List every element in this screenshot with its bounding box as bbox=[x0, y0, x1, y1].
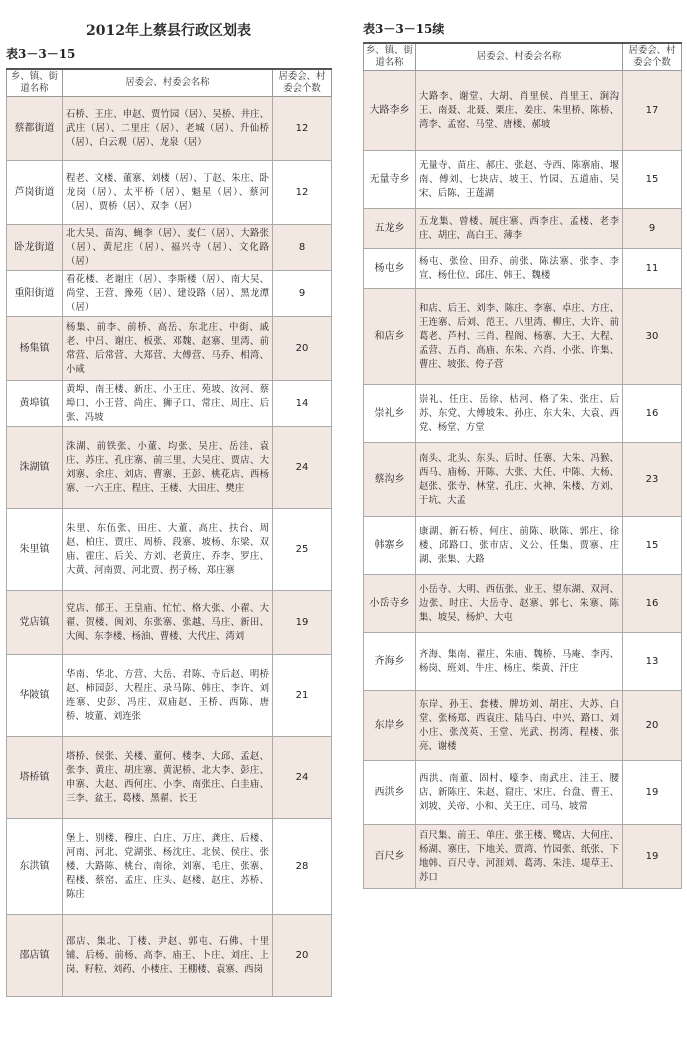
village-count: 15 bbox=[623, 151, 682, 209]
region-name: 华陂镇 bbox=[7, 655, 63, 737]
table-label-left: 表3－3－15 bbox=[6, 47, 76, 61]
table-row bbox=[364, 825, 682, 889]
village-count: 15 bbox=[623, 517, 682, 575]
village-list: 和店、后王、刘李、陈庄、李寨、卓庄、方庄、王连寨、后刘、范王、八里湾、柳庄、大许、前葛老、芦村、三肖、程阁、杨寨、大王、大程、孟营、五肖、高庙、东朱、六肖、小张、许集、曹庄、坡张、侉子营 bbox=[416, 289, 623, 385]
table-row bbox=[7, 161, 332, 225]
table-row bbox=[364, 209, 682, 249]
village-list: 邵店、集北、丁楼、尹赵、郭屯、石佛、十里铺、后杨、前杨、高李、庙王、卜庄、刘庄、上岗、籽粒、刘药、小楼庄、王棚楼、袁寨、西岗 bbox=[63, 915, 273, 997]
village-list: 杨屯、张俭、田乔、前张、陈法寨、张李、李宣、杨仕位、邱庄、韩王、魏楼 bbox=[416, 249, 623, 289]
village-list: 齐海、集南、翟庄、朱庙、魏桥、马庵、李丙、杨岗、班刘、牛庄、杨庄、柴黄、汗庄 bbox=[416, 633, 623, 691]
region-name: 卧龙街道 bbox=[7, 225, 63, 271]
table-row bbox=[364, 761, 682, 825]
village-list: 石桥、王庄、申赵、贾竹园（居）、吴桥、井庄、武庄（居）、二里庄（居）、老城（居）、升仙桥（居）、白云观（居）、龙泉（居） bbox=[63, 97, 273, 161]
region-name: 杨屯乡 bbox=[364, 249, 416, 289]
region-table-left bbox=[6, 68, 332, 997]
village-count: 17 bbox=[623, 71, 682, 151]
village-list: 黄埠、南王楼、新庄、小王庄、苑坡、汝河、蔡埠口、小王营、尚庄、狮子口、常庄、周庄、后张、冯坡 bbox=[63, 381, 273, 427]
village-count: 23 bbox=[623, 443, 682, 517]
village-count: 20 bbox=[273, 317, 332, 381]
village-list: 杨集、前李、前桥、高岳、东北庄、中街、戚老、中吕、谢庄、板张、邓魏、赵寨、里湾、前常营、后常营、大郑营、大傅营、马乔、相湾、小咸 bbox=[63, 317, 273, 381]
village-list: 党店、郁王、王皇庙、忙忙、格大张、小翟、大翟、贺楼、闽刘、东张寨、张越、马庄、新田、大闽、东李楼、杨油、曹楼、大代庄、湾刘 bbox=[63, 591, 273, 655]
region-name: 重阳街道 bbox=[7, 271, 63, 317]
table-row bbox=[7, 427, 332, 509]
village-count: 28 bbox=[273, 819, 332, 915]
region-name: 百尺乡 bbox=[364, 825, 416, 889]
region-name: 齐海乡 bbox=[364, 633, 416, 691]
table-row bbox=[7, 381, 332, 427]
region-name: 大路李乡 bbox=[364, 71, 416, 151]
village-count: 19 bbox=[623, 761, 682, 825]
region-name: 杨集镇 bbox=[7, 317, 63, 381]
region-name: 无量寺乡 bbox=[364, 151, 416, 209]
region-name: 蔡都街道 bbox=[7, 97, 63, 161]
table-row bbox=[7, 225, 332, 271]
table-row bbox=[7, 271, 332, 317]
village-count: 20 bbox=[273, 915, 332, 997]
region-name: 黄埠镇 bbox=[7, 381, 63, 427]
village-list: 五龙集、曾楼、展庄寨、西李庄、孟楼、老李庄、胡庄、高白王、薄李 bbox=[416, 209, 623, 249]
village-count: 14 bbox=[273, 381, 332, 427]
village-count: 16 bbox=[623, 575, 682, 633]
table-row bbox=[364, 633, 682, 691]
village-list: 程老、文楼、董寨、刘楼（居）、丁赵、朱庄、卧龙岗（居）、太平桥（居）、魁星（居）、蔡河（居）、贾桥（居）、双李（居） bbox=[63, 161, 273, 225]
region-name: 和店乡 bbox=[364, 289, 416, 385]
village-count: 24 bbox=[273, 737, 332, 819]
village-list: 百尺集、前王、单庄、张王楼、鹭店、大何庄、杨湖、寨庄、下地关、贾湾、竹园张、纸张、下地韩、百尺寺、河涯刘、葛湾、朱洼、堤草王、苏口 bbox=[416, 825, 623, 889]
page-title: 2012年上蔡县行政区划表 bbox=[86, 23, 251, 39]
header-village-count: 居委会、村委会个数 bbox=[623, 43, 682, 71]
table-row bbox=[364, 575, 682, 633]
village-count: 21 bbox=[273, 655, 332, 737]
table-row bbox=[364, 71, 682, 151]
table-row bbox=[7, 915, 332, 997]
village-list: 崇礼、任庄、岳徐、枯河、格了朱、张庄、后苏、东党、大傅坡朱、孙庄、东大朱、大袁、西党、杨堂、方堂 bbox=[416, 385, 623, 443]
table-row bbox=[7, 317, 332, 381]
table-row bbox=[364, 249, 682, 289]
village-list: 无量寺、苗庄、郝庄、张赵、寺西、陈寨庙、堰南、傅刘、七块店、坡王、竹园、五道庙、吴宋、后陈、王莲湖 bbox=[416, 151, 623, 209]
region-name: 蔡沟乡 bbox=[364, 443, 416, 517]
table-row bbox=[7, 591, 332, 655]
table-row bbox=[364, 443, 682, 517]
village-list: 华南、华北、方营、大岳、君陈、寺后赵、明桥赵、柿园彭、大程庄、录马陈、韩庄、李许、刘连寨、史彭、冯庄、双庙赵、王桥、西陈、唐桥、坡董、刘连张 bbox=[63, 655, 273, 737]
table-row bbox=[7, 737, 332, 819]
village-count: 19 bbox=[623, 825, 682, 889]
region-name: 韩寨乡 bbox=[364, 517, 416, 575]
table-row bbox=[7, 819, 332, 915]
region-name: 东岸乡 bbox=[364, 691, 416, 761]
table-row bbox=[364, 691, 682, 761]
village-count: 8 bbox=[273, 225, 332, 271]
region-name: 芦岗街道 bbox=[7, 161, 63, 225]
village-list: 东岸、孙王、套楼、牌坊刘、胡庄、大苏、白堂、张杨郑、西袁庄、陆马白、中兴、路口、刘小庄、张茂英、王堂、光武、拐湾、程楼、张亮、谢楼 bbox=[416, 691, 623, 761]
header-village-count: 居委会、村委会个数 bbox=[273, 69, 332, 97]
table-row bbox=[364, 517, 682, 575]
region-name: 朱里镇 bbox=[7, 509, 63, 591]
village-list: 小岳寺、大明、西伍张、业王、望东湖、双河、边张、时庄、大岳寺、赵寨、郭七、朱寨、陈集、坡吴、杨炉、大屯 bbox=[416, 575, 623, 633]
village-count: 25 bbox=[273, 509, 332, 591]
table-row bbox=[364, 289, 682, 385]
region-name: 西洪乡 bbox=[364, 761, 416, 825]
village-list: 西洪、南董、固村、嚎李、南武庄、洼王、腰店、新陈庄、朱赵、窟庄、宋庄、台盘、曹王、刘坡、关帝、小和、关王庄、司马、坡常 bbox=[416, 761, 623, 825]
region-name: 党店镇 bbox=[7, 591, 63, 655]
header-region-name: 乡、镇、街道名称 bbox=[364, 43, 416, 71]
village-list: 看花楼、老谢庄（居）、李斯楼（居）、南大吴、尚堂、王营、豫苑（居）、建设路（居）、黑龙潭（居） bbox=[63, 271, 273, 317]
village-list: 堡上、别楼、穆庄、白庄、万庄、龚庄、后楼、河南、河北、党湖张、杨沈庄、北侯、侯庄、张楼、大路陈、桃台、南徐、刘寨、毛庄、张寨、程楼、蔡窑、孟庄、庄头、赵楼、赵庄、苏桥、陈庄 bbox=[63, 819, 273, 915]
village-list: 洙湖、前铁张、小董、均张、吴庄、岳洼、袁庄、苏庄、孔庄寨、前三里、大吴庄、贾店、大刘寨、余庄、刘店、曹寨、王彭、桃花店、西杨寨、一六王庄、程庄、王楼、大田庄、樊庄 bbox=[63, 427, 273, 509]
village-list: 北大吴、苗沟、蝇李（居）、麦仁（居）、大路张（居）、黄尼庄（居）、福兴寺（居）、文化路（居） bbox=[63, 225, 273, 271]
village-count: 16 bbox=[623, 385, 682, 443]
region-name: 洙湖镇 bbox=[7, 427, 63, 509]
village-count: 20 bbox=[623, 691, 682, 761]
village-list: 南头、北头、东头、后时、任寨、大朱、冯猴、西马、庙杨、开陈、大张、大任、中陈、大杨、赵张、张寺、林堂、孔庄、火神、朱楼、方刘、于坑、大孟 bbox=[416, 443, 623, 517]
region-name: 邵店镇 bbox=[7, 915, 63, 997]
village-count: 30 bbox=[623, 289, 682, 385]
village-count: 24 bbox=[273, 427, 332, 509]
village-list: 康湖、新石桥、何庄、前陈、耿陈、郭庄、徐楼、邱路口、张市店、义公、任集、贾寨、庄湖、张集、大路 bbox=[416, 517, 623, 575]
table-row bbox=[7, 97, 332, 161]
region-name: 塔桥镇 bbox=[7, 737, 63, 819]
region-table-right bbox=[363, 42, 682, 889]
table-row bbox=[7, 655, 332, 737]
table-row bbox=[7, 509, 332, 591]
header-village-names: 居委会、村委会名称 bbox=[63, 69, 273, 97]
table-row bbox=[364, 385, 682, 443]
village-count: 13 bbox=[623, 633, 682, 691]
village-count: 19 bbox=[273, 591, 332, 655]
region-name: 小岳寺乡 bbox=[364, 575, 416, 633]
region-name: 崇礼乡 bbox=[364, 385, 416, 443]
village-count: 12 bbox=[273, 97, 332, 161]
region-name: 东洪镇 bbox=[7, 819, 63, 915]
header-village-names: 居委会、村委会名称 bbox=[416, 43, 623, 71]
village-count: 9 bbox=[273, 271, 332, 317]
village-count: 12 bbox=[273, 161, 332, 225]
table-label-right: 表3－3－15续 bbox=[363, 22, 445, 36]
table-row bbox=[364, 151, 682, 209]
region-name: 五龙乡 bbox=[364, 209, 416, 249]
village-list: 朱里、东伍张、田庄、大董、高庄、扶台、周赵、柏庄、贾庄、周桥、段寨、坡杨、东梁、双庙、霍庄、后关、方刘、老黄庄、乔李、罗庄、大黄、河南贾、河北贾、拐子杨、郑庄寨 bbox=[63, 509, 273, 591]
village-count: 9 bbox=[623, 209, 682, 249]
village-list: 大路李、谢堂、大胡、肖里侯、肖里王、涧沟王、南聂、北聂、栗庄、姜庄、朱里桥、陈桥、湾李、孟窑、马堂、唐楼、郝坡 bbox=[416, 71, 623, 151]
village-count: 11 bbox=[623, 249, 682, 289]
header-region-name: 乡、镇、街道名称 bbox=[7, 69, 63, 97]
village-list: 塔桥、侯张、关楼、董何、楼李、大邱、孟赵、张李、黄庄、胡庄寨、黄泥桥、北大李、彭庄、申寨、大赵、西何庄、小李、南张庄、白圭庙、三李、盆王、葛楼、黑翟、长王 bbox=[63, 737, 273, 819]
